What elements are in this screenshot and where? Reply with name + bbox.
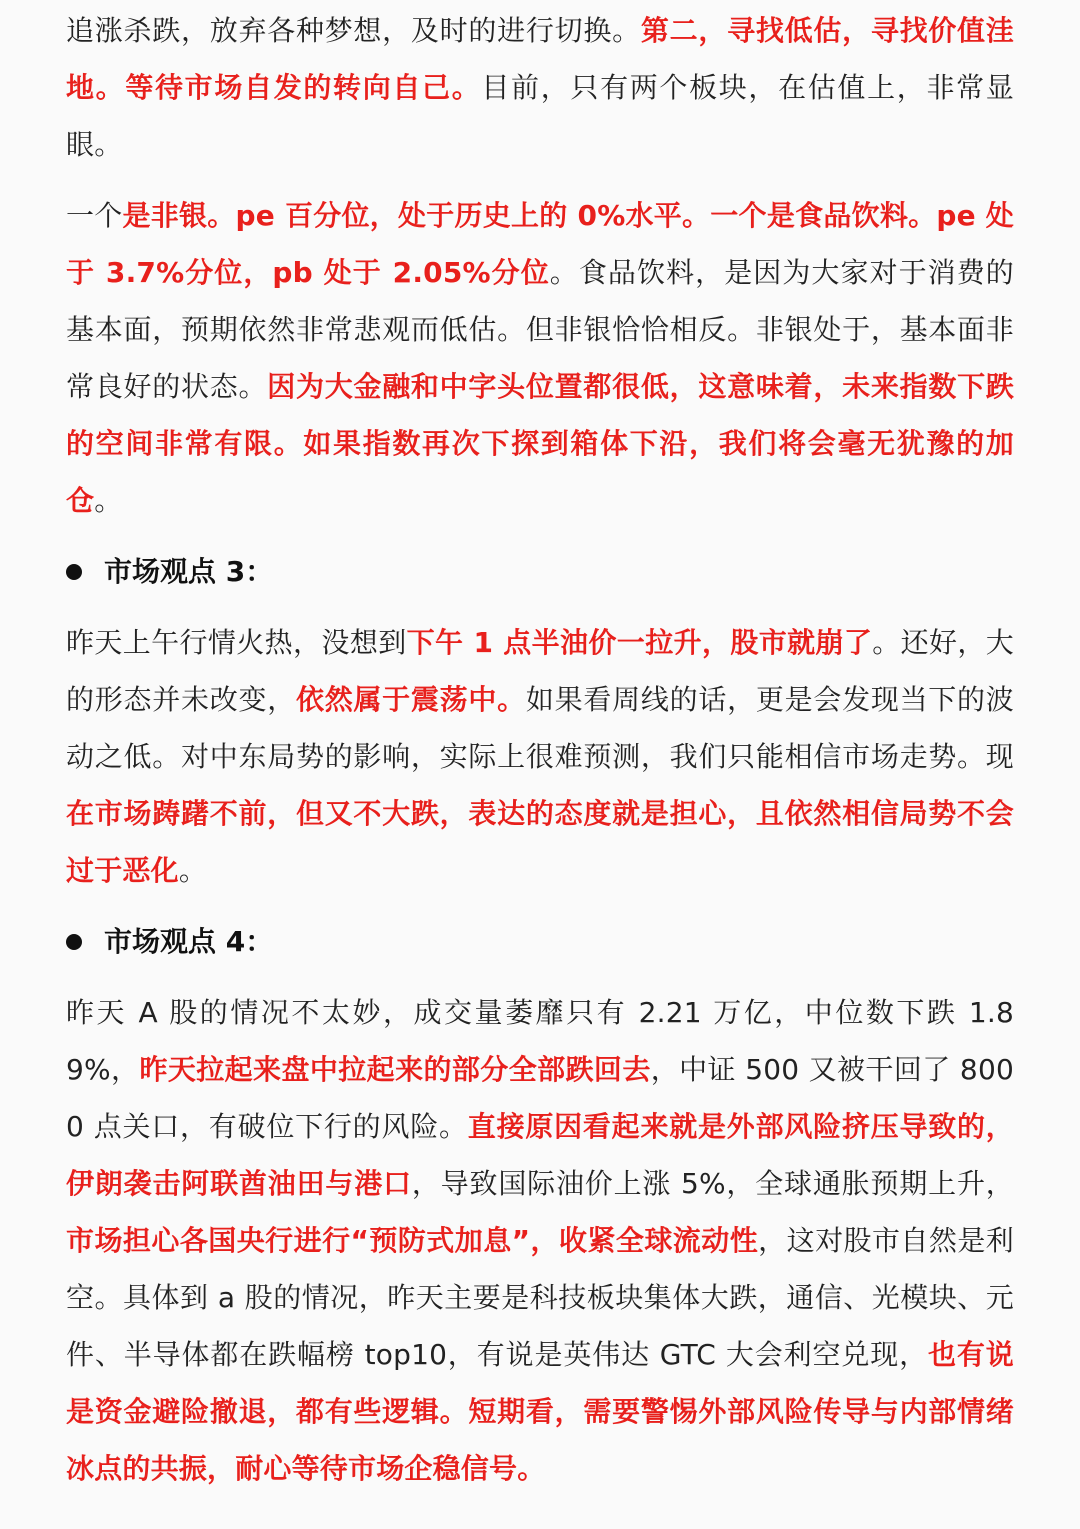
heading-label: 市场观点 4： bbox=[104, 925, 274, 958]
heading-label: 市场观点 3： bbox=[104, 555, 274, 588]
highlight-segment: 第二，寻找低估，寻找价值洼地。等待市场自发的转向自己。 bbox=[66, 14, 1014, 104]
text-segment: 追涨杀跌，放弃各种梦想，及时的进行切换。 bbox=[66, 14, 641, 47]
highlight-segment: 昨天拉起来盘中拉起来的部分全部跌回去 bbox=[139, 1053, 651, 1086]
section-heading-3 bbox=[66, 543, 1014, 600]
text-segment: 。食品饮料，是因为大家对于消费的基本面，预期依然非常悲观而低估。但非银恰恰相反。非银处于，基本面非常良好的状态。 bbox=[66, 256, 1014, 403]
text-segment: 如果看周线的话，更是会发现当下的波动之低。对中东局势的影响，实际上很难预测，我们只能相信市场走势。现 bbox=[66, 683, 1014, 773]
highlight-segment: 是非银。pe 百分位，处于历史上的 0%水平。一个是食品饮料。pe 处于 3.7%分位，pb 处于 2.05%分位 bbox=[66, 199, 1014, 289]
paragraph-1 bbox=[66, 2, 1014, 173]
text-segment: 。 bbox=[178, 854, 208, 887]
text-segment: ，中证 500 又被干回了 8000 点关口，有破位下行的风险。 bbox=[66, 1053, 1014, 1143]
text-segment: 昨天 A 股的情况不太妙，成交量萎靡只有 2.21 万亿，中位数下跌 1.89%， bbox=[66, 996, 1014, 1086]
highlight-segment: 直接原因看起来就是外部风险挤压导致的，伊朗袭击阿联酋油田与港口 bbox=[66, 1110, 1014, 1200]
article-page bbox=[0, 2, 1080, 1529]
bullet-icon bbox=[66, 564, 82, 580]
highlight-segment: 市场担心各国央行进行“预防式加息”，收紧全球流动性 bbox=[66, 1224, 759, 1257]
text-segment: 。还好，大的形态并未改变， bbox=[66, 626, 1014, 716]
section-heading-4 bbox=[66, 913, 1014, 970]
text-segment: 。 bbox=[94, 484, 123, 517]
highlight-segment: 在市场踌躇不前，但又不大跌，表达的态度就是担心，且依然相信局势不会过于恶化 bbox=[66, 797, 1014, 887]
text-segment: 昨天上午行情火热，没想到 bbox=[66, 626, 407, 659]
text-segment: ，导致国际油价上涨 5%，全球通胀预期上升， bbox=[411, 1167, 1014, 1200]
text-segment: 目前，只有两个板块，在估值上，非常显眼。 bbox=[66, 71, 1014, 161]
highlight-segment: 因为大金融和中字头位置都很低，这意味着，未来指数下跌的空间非常有限。如果指数再次下探到箱体下沿，我们将会毫无犹豫的加仓 bbox=[66, 370, 1015, 517]
text-segment: ，这对股市自然是利空。具体到 a 股的情况，昨天主要是科技板块集体大跌，通信、光模块、元件、半导体都在跌幅榜 top10，有说是英伟达 GTC 大会利空兑现， bbox=[66, 1224, 1014, 1371]
paragraph-3 bbox=[66, 614, 1014, 899]
highlight-segment: 也有说是资金避险撤退，都有些逻辑。短期看，需要警惕外部风险传导与内部情绪冰点的共振，耐心等待市场企稳信号。 bbox=[66, 1338, 1014, 1485]
bullet-icon bbox=[66, 934, 82, 950]
highlight-segment: 依然属于震荡中。 bbox=[295, 683, 526, 716]
highlight-segment: 下午 1 点半油价一拉升，股市就崩了 bbox=[406, 626, 873, 659]
paragraph-2 bbox=[66, 187, 1014, 529]
text-segment: 一个 bbox=[66, 199, 123, 232]
paragraph-4 bbox=[66, 984, 1014, 1497]
